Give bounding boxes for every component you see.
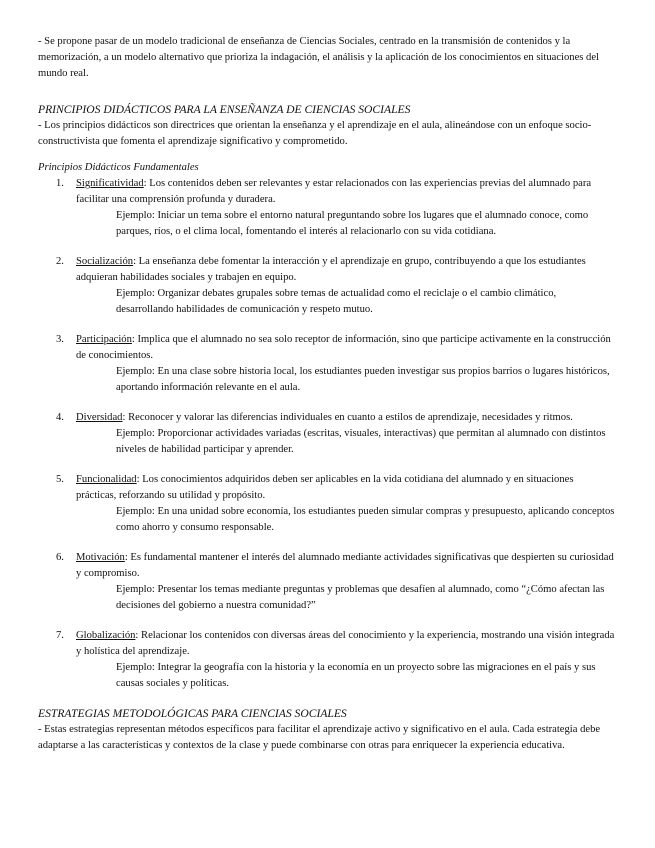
principle-description: : Implica que el alumnado no sea solo receptor de información, sino que participe activamente en la construcción de conocimientos. bbox=[76, 334, 611, 361]
section-title-principles: PRINCIPIOS DIDÁCTICOS PARA LA ENSEÑANZA DE CIENCIAS SOCIALES bbox=[38, 103, 411, 116]
list-number: 1. bbox=[56, 178, 64, 189]
list-number: 3. bbox=[56, 334, 64, 345]
list-number: 4. bbox=[56, 412, 64, 423]
principle-term: Globalización bbox=[76, 630, 136, 641]
intro-paragraph: - Se propone pasar de un modelo tradicional de enseñanza de Ciencias Sociales, centrado en la transmisión de contenidos y la memorización, a un modelo alternativo que prioriza la indagación, el análisis y la aplicación de los conocimientos en situaciones del mundo real. bbox=[38, 36, 599, 79]
principle-item bbox=[38, 332, 616, 396]
principle-item bbox=[38, 550, 616, 614]
section-body-strategies: - Estas estrategias representan métodos específicos para facilitar el aprendizaje activo y significativo en el aula. Cada estrategia debe adaptarse a las características y contextos de la clase y puede combinarse con otras para enriquecer la experiencia educativa. bbox=[38, 724, 601, 751]
principle-example: Ejemplo: Iniciar un tema sobre el entorno natural preguntando sobre los lugares que el alumnado conoce, como parques, ríos, o el clima local, fomentando el interés al relacionarlo con su vida cotidiana. bbox=[116, 210, 589, 237]
principle-term: Diversidad bbox=[76, 412, 123, 423]
principle-example: Ejemplo: Presentar los temas mediante preguntas y problemas que desafíen al alumnado, como “¿Cómo afectan las decisiones del gobierno a nuestra comunidad?” bbox=[116, 584, 605, 611]
principle-item bbox=[38, 176, 616, 240]
principle-item bbox=[38, 254, 616, 318]
principle-item bbox=[38, 472, 616, 536]
principle-description: : Los contenidos deben ser relevantes y estar relacionados con las experiencias previas del alumnado para facilitar una comprensión profunda y duradera. bbox=[76, 178, 592, 205]
section-body-principles: - Los principios didácticos son directrices que orientan la enseñanza y el aprendizaje en el aula, alineándose con un enfoque socio-constructivista que fomenta el aprendizaje significativo y comprometido. bbox=[38, 120, 592, 147]
section-title-strategies: ESTRATEGIAS METODOLÓGICAS PARA CIENCIAS SOCIALES bbox=[38, 707, 347, 720]
principle-description: : Los conocimientos adquiridos deben ser aplicables en la vida cotidiana del alumnado y en situaciones prácticas, reforzando su utilidad y propósito. bbox=[76, 474, 574, 501]
list-number: 5. bbox=[56, 474, 64, 485]
principle-term: Motivación bbox=[76, 552, 125, 563]
list-number: 7. bbox=[56, 630, 64, 641]
principle-item bbox=[38, 410, 616, 458]
principle-term: Socialización bbox=[76, 256, 134, 267]
principle-term: Participación bbox=[76, 334, 132, 345]
principle-term: Funcionalidad bbox=[76, 474, 137, 485]
principle-description: : Es fundamental mantener el interés del alumnado mediante actividades significativas que despierten su curiosidad y compromiso. bbox=[76, 552, 614, 579]
list-number: 2. bbox=[56, 256, 64, 267]
principle-description: : Reconocer y valorar las diferencias individuales en cuanto a estilos de aprendizaje, necesidades y ritmos. bbox=[122, 412, 573, 423]
principle-example: Ejemplo: En una clase sobre historia local, los estudiantes pueden investigar sus propios barrios o lugares históricos, aportando información relevante en el aula. bbox=[116, 366, 610, 393]
principles-list bbox=[38, 176, 616, 692]
principle-example: Ejemplo: Integrar la geografía con la historia y la economía en un proyecto sobre las migraciones en el país y sus causas sociales y políticas. bbox=[116, 662, 596, 689]
principle-item bbox=[38, 628, 616, 692]
principle-description: : La enseñanza debe fomentar la interacción y el aprendizaje en grupo, contribuyendo a que los estudiantes adquieran habilidades sociales y trabajen en equipo. bbox=[76, 256, 586, 283]
subheading-fundamental-principles: Principios Didácticos Fundamentales bbox=[38, 162, 199, 173]
principle-term: Significatividad bbox=[76, 178, 144, 189]
document-page bbox=[38, 34, 616, 754]
principle-description: : Relacionar los contenidos con diversas áreas del conocimiento y la experiencia, mostrando una visión integrada y holística del aprendizaje. bbox=[76, 630, 615, 657]
principle-example: Ejemplo: Proporcionar actividades variadas (escritas, visuales, interactivas) que permitan al alumnado con distintos niveles de habilidad participar y aprender. bbox=[116, 428, 606, 455]
list-number: 6. bbox=[56, 552, 64, 563]
principle-example: Ejemplo: En una unidad sobre economía, los estudiantes pueden simular compras y presupuesto, aplicando conceptos como ahorro y consumo responsable. bbox=[116, 506, 615, 533]
principle-example: Ejemplo: Organizar debates grupales sobre temas de actualidad como el reciclaje o el cambio climático, desarrollando habilidades de comunicación y respeto mutuo. bbox=[116, 288, 557, 315]
